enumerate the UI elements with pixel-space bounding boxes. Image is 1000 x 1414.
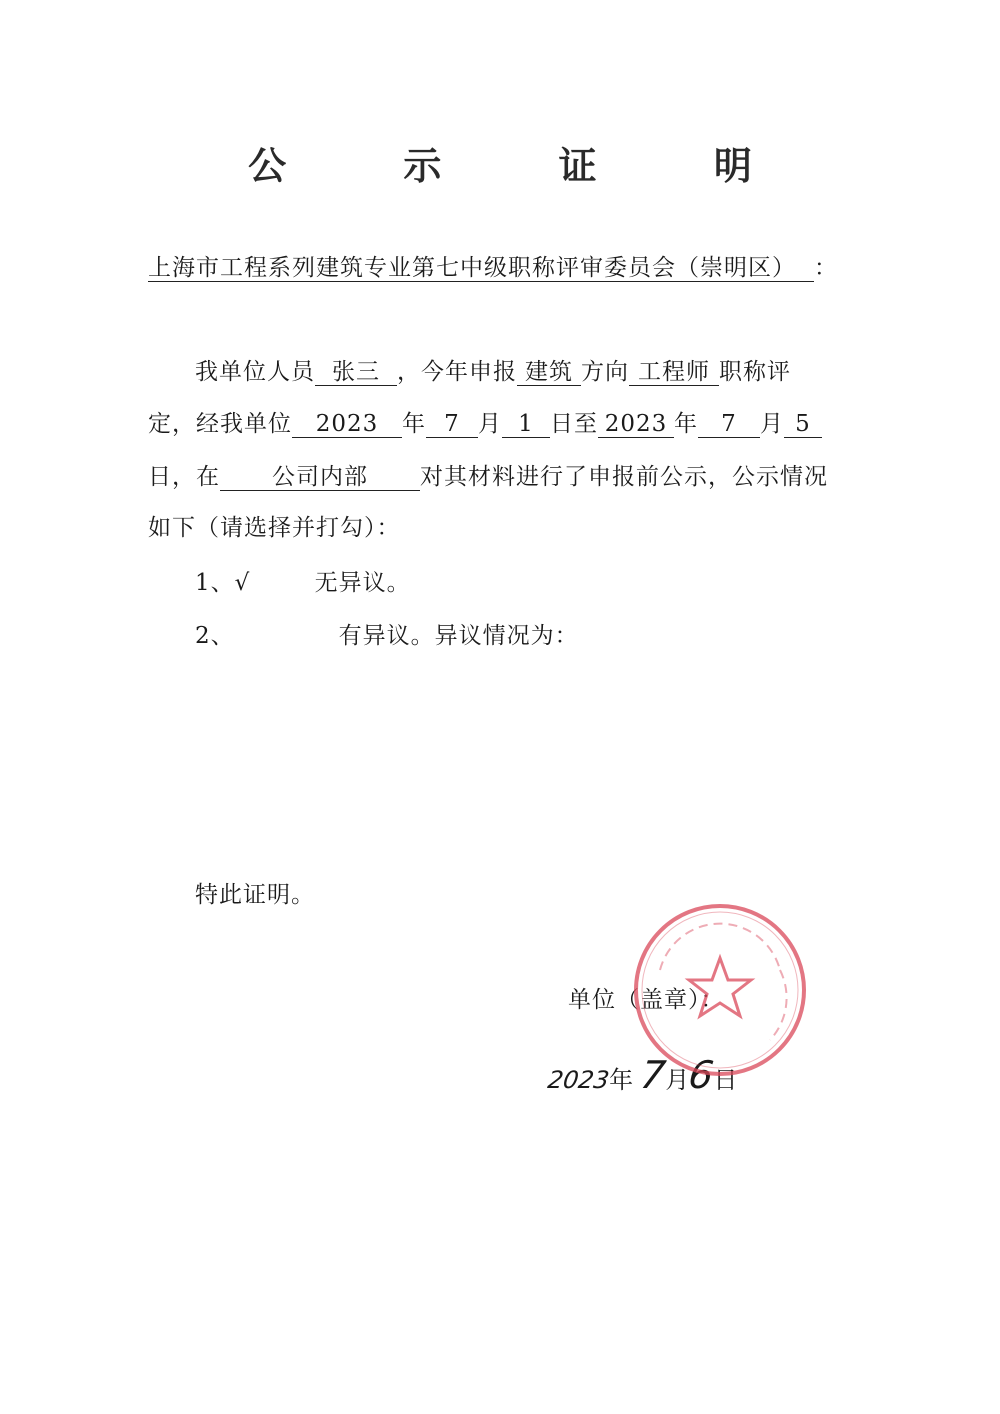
end-day: 5 xyxy=(784,411,822,438)
body-line-4 xyxy=(148,513,401,543)
addressee-line xyxy=(148,253,838,283)
option-no-objection xyxy=(195,568,411,598)
body-text: ，今年申报 xyxy=(397,359,517,385)
check-mark: √ xyxy=(234,570,251,596)
day-char: 日 xyxy=(713,1066,738,1094)
option-text: 有异议。异议情况为： xyxy=(338,623,579,649)
body-text: 对其材料进行了申报前公示，公示情况 xyxy=(420,464,828,490)
month-char: 月 xyxy=(665,1066,690,1094)
document-title: 公 示 证 明 xyxy=(248,144,804,188)
body-text: 日，在 xyxy=(148,464,220,490)
body-text: 方向 xyxy=(581,359,629,385)
option-text: 无异议。 xyxy=(314,570,411,596)
hand-year: 2023 xyxy=(546,1066,612,1094)
start-month: 7 xyxy=(426,411,478,438)
option-number: 1、 xyxy=(195,570,235,596)
body-text: 定，经我单位 xyxy=(148,411,292,437)
application-direction: 建筑 xyxy=(517,359,581,386)
title-level: 工程师 xyxy=(629,359,719,386)
body-text: 月 xyxy=(760,411,784,437)
end-month: 7 xyxy=(698,411,760,438)
body-text: 我单位人员 xyxy=(195,359,315,385)
body-line-1 xyxy=(195,357,791,387)
addressee-colon: ： xyxy=(814,255,838,281)
body-line-2 xyxy=(148,409,822,439)
option-objection xyxy=(195,621,579,651)
applicant-name: 张三 xyxy=(315,359,397,386)
closing-statement: 特此证明。 xyxy=(195,882,315,908)
body-text: 月 xyxy=(478,411,502,437)
option-number: 2、 xyxy=(195,623,235,649)
official-seal-stamp xyxy=(630,900,810,1080)
end-year: 2023 xyxy=(598,411,674,438)
year-char: 年 xyxy=(609,1066,634,1094)
body-text: 年 xyxy=(674,411,698,437)
body-line-3 xyxy=(148,462,828,492)
publicity-location: 公司内部 xyxy=(220,464,420,491)
start-year: 2023 xyxy=(292,411,402,438)
hand-month: 7 xyxy=(637,1053,669,1097)
addressee: 上海市工程系列建筑专业第七中级职称评审委员会（崇明区） xyxy=(148,255,814,282)
signature-label: 单位（盖章）： xyxy=(568,987,725,1013)
body-text: 年 xyxy=(402,411,426,437)
hand-day: 6 xyxy=(686,1053,717,1097)
body-text: 日至 xyxy=(550,411,598,437)
body-text: 如下（请选择并打勾）： xyxy=(148,515,401,541)
start-day: 1 xyxy=(502,411,550,438)
body-text: 职称评 xyxy=(719,359,791,385)
